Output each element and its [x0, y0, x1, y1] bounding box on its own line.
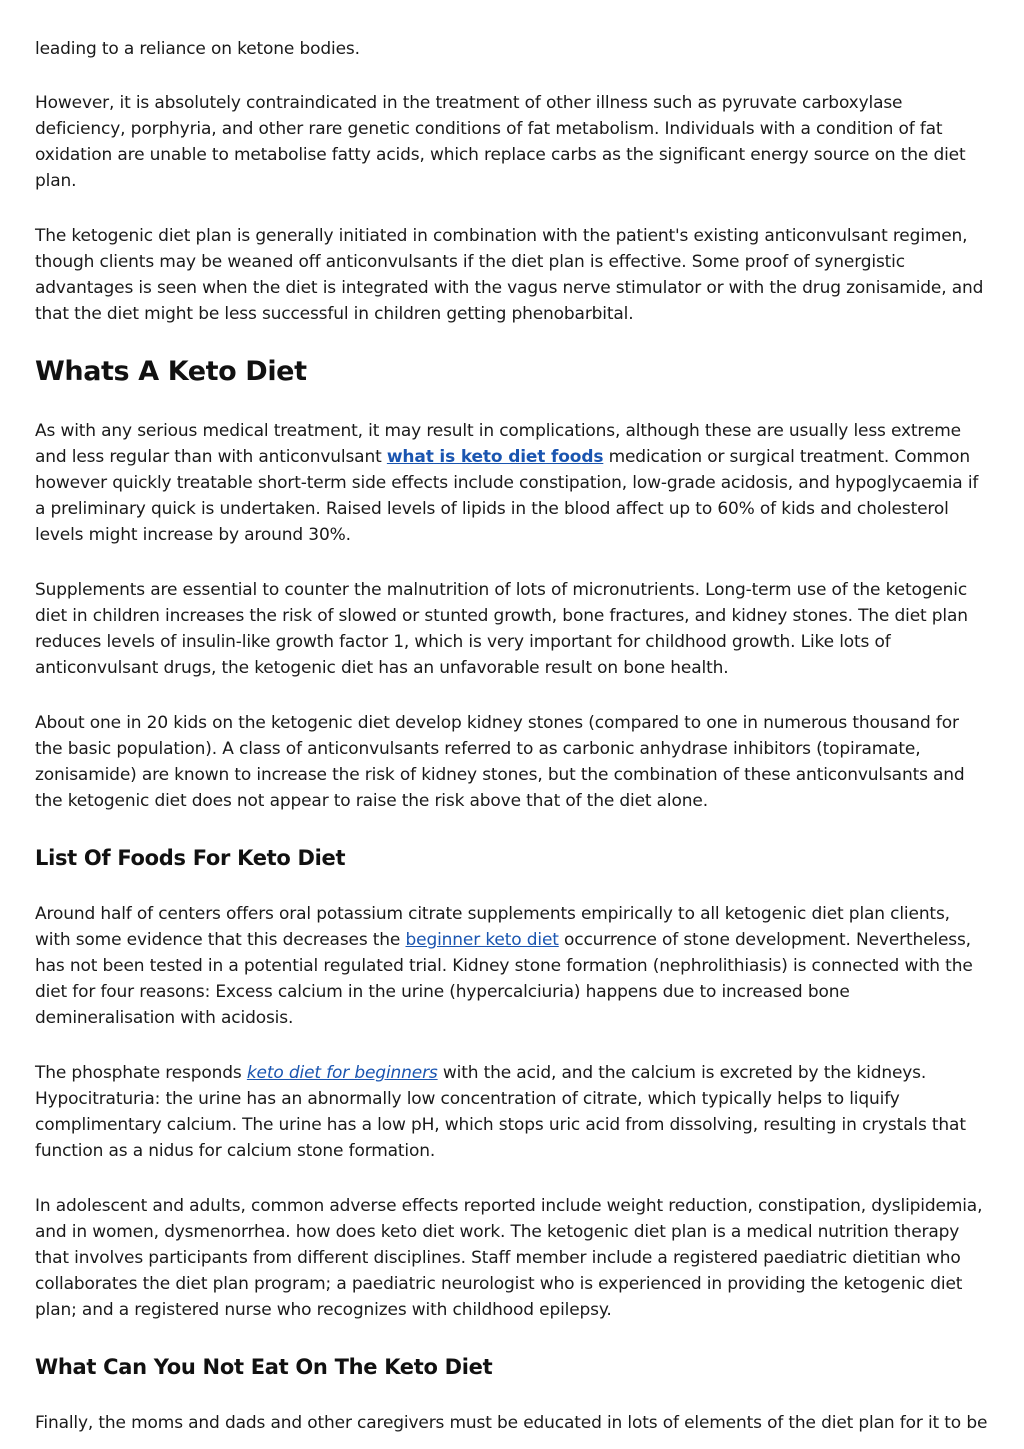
- paragraph-10: Finally, the moms and dads and other caregivers must be educated in lots of elements of the diet plan for it to be: [35, 1413, 988, 1433]
- paragraph-6: About one in 20 kids on the ketogenic diet develop kidney stones (compared to one in numerous thousand for the basic population). A class of anticonvulsants referred to as carbonic anhydrase inhibitors (topiramate, zonisamide) are known to increase the risk of kidney stones, but the combination of these anticonvulsants and the ketogenic diet does not appear to raise the risk above that of the diet alone.: [35, 713, 965, 811]
- paragraph-3: The ketogenic diet plan is generally initiated in combination with the patient's existing anticonvulsant regimen, though clients may be weaned off anticonvulsants if the diet plan is effective. Some proof of synergistic advantages is seen when the diet is integrated with the vagus nerve stimulator or with the drug zonisamide, and that the diet might be less successful in children getting phenobarbital.: [35, 226, 984, 324]
- paragraph-5: Supplements are essential to counter the malnutrition of lots of micronutrients. Long-term use of the ketogenic diet in children increases the risk of slowed or stunted growth, bone fractures, and kidney stones. The diet plan reduces levels of insulin-like growth factor 1, which is very important for childhood growth. Like lots of anticonvulsant drugs, the ketogenic diet has an unfavorable result on bone health.: [35, 580, 968, 678]
- heading-whats-a-keto-diet: Whats A Keto Diet: [35, 356, 307, 387]
- paragraph-7: [35, 901, 988, 1031]
- heading-what-can-you-not-eat: What Can You Not Eat On The Keto Diet: [35, 1355, 493, 1379]
- link-keto-diet-for-beginners[interactable]: keto diet for beginners: [246, 1063, 438, 1083]
- paragraph-8-text-end: with the acid, and the calcium is excreted by the kidneys. Hypocitraturia: the urine has an abnormally low concentration of citrate, which typically helps to liquify complimentary calcium. The urine has a low pH, which stops uric acid from dissolving, resulting in crystals that function as a nidus for calcium stone formation.: [35, 1063, 966, 1161]
- link-beginner-keto-diet[interactable]: beginner keto diet: [405, 930, 559, 950]
- paragraph-4: [35, 418, 988, 548]
- paragraph-2: However, it is absolutely contraindicated in the treatment of other illness such as pyruvate carboxylase deficiency, porphyria, and other rare genetic conditions of fat metabolism. Individuals with a condition of fat oxidation are unable to metabolise fatty acids, which replace carbs as the significant energy source on the diet plan.: [35, 93, 966, 191]
- link-what-is-keto-diet-foods[interactable]: what is keto diet foods: [386, 447, 604, 467]
- paragraph-4-text-start: As with any serious medical treatment, it may result in complications, although these are usually less extreme and less regular than with anticonvulsant: [35, 421, 961, 467]
- paragraph-4-text-end: medication or surgical treatment. Common however quickly treatable short-term side effects include constipation, low-grade acidosis, and hypoglycaemia if a preliminary quick is undertaken. Raised levels of lipids in the blood affect up to 60% of kids and cholesterol levels might increase by around 30%.: [35, 447, 979, 545]
- paragraph-7-text-end: occurrence of stone development. Nevertheless, has not been tested in a potential regulated trial. Kidney stone formation (nephrolithiasis) is connected with the diet for four reasons: Excess calcium in the urine (hypercalciuria) happens due to increased bone demineralisation with acidosis.: [35, 930, 973, 1028]
- paragraph-8: [35, 1060, 988, 1164]
- paragraph-7-text-start: Around half of centers offers oral potassium citrate supplements empirically to all ketogenic diet plan clients, with some evidence that this decreases the: [35, 904, 950, 950]
- paragraph-1: leading to a reliance on ketone bodies.: [35, 39, 360, 59]
- heading-list-of-foods: List Of Foods For Keto Diet: [35, 846, 346, 870]
- paragraph-9: In adolescent and adults, common adverse effects reported include weight reduction, constipation, dyslipidemia, and in women, dysmenorrhea. how does keto diet work. The ketogenic diet plan is a medical nutrition therapy that involves participants from different disciplines. Staff member include a registered paediatric dietitian who collaborates the diet plan program; a paediatric neurologist who is experienced in providing the ketogenic diet plan; and a registered nurse who recognizes with childhood epilepsy.: [35, 1196, 983, 1320]
- paragraph-8-text-start: The phosphate responds: [35, 1063, 247, 1083]
